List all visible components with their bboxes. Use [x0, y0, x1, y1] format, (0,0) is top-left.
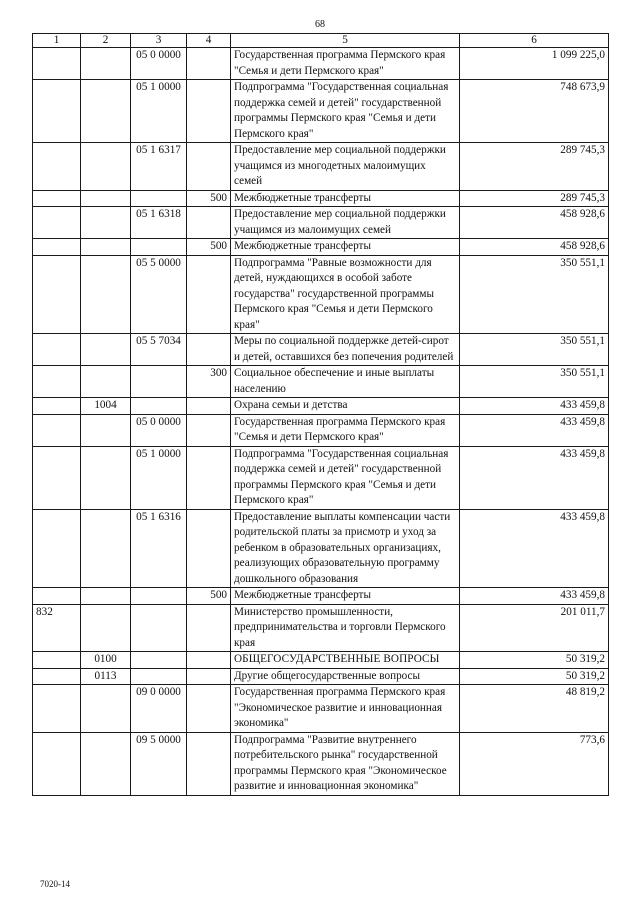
expense-type-cell: [187, 334, 231, 366]
table-row: [33, 604, 609, 652]
expense-type-cell: [187, 685, 231, 733]
item-name-cell: Государственная программа Пермского края "Семья и дети Пермского края": [231, 48, 460, 80]
item-name-cell: Государственная программа Пермского края "Семья и дети Пермского края": [231, 414, 460, 446]
amount-cell: 289 745,3: [460, 143, 609, 191]
expense-type-cell: [187, 668, 231, 685]
target-article-cell: 05 1 0000: [131, 446, 187, 509]
table-row: [33, 143, 609, 191]
col-header: 1: [33, 34, 81, 48]
expense-type-cell: [187, 398, 231, 415]
section-code-cell: [81, 48, 131, 80]
table-row: [33, 190, 609, 207]
expense-type-cell: [187, 80, 231, 143]
table-row: [33, 509, 609, 588]
expense-type-cell: [187, 255, 231, 334]
footer-code: 7020-14: [40, 879, 70, 889]
item-name-cell: Предоставление мер социальной поддержки учащимся из многодетных малоимущих семей: [231, 143, 460, 191]
section-code-cell: [81, 604, 131, 652]
admin-code-cell: [33, 509, 81, 588]
expense-type-cell: [187, 652, 231, 669]
section-code-cell: [81, 80, 131, 143]
target-article-cell: [131, 588, 187, 605]
target-article-cell: [131, 604, 187, 652]
amount-cell: 48 819,2: [460, 685, 609, 733]
table-row: [33, 668, 609, 685]
expense-type-cell: [187, 207, 231, 239]
item-name-cell: Подпрограмма "Государственная социальная поддержка семей и детей" государственной программы Пермского края "Семья и дети Пермского края": [231, 446, 460, 509]
admin-code-cell: [33, 685, 81, 733]
admin-code-cell: [33, 190, 81, 207]
item-name-cell: Предоставление выплаты компенсации части родительской платы за присмотр и уход за ребенком в образовательных организациях, реализующих образовательную программу дошкольного образования: [231, 509, 460, 588]
table-row: [33, 446, 609, 509]
col-header: 4: [187, 34, 231, 48]
amount-cell: 458 928,6: [460, 207, 609, 239]
item-name-cell: Межбюджетные трансферты: [231, 190, 460, 207]
col-header: 3: [131, 34, 187, 48]
target-article-cell: 09 0 0000: [131, 685, 187, 733]
col-header: 5: [231, 34, 460, 48]
table-row: [33, 366, 609, 398]
amount-cell: 773,6: [460, 732, 609, 795]
table-row: [33, 414, 609, 446]
section-code-cell: 1004: [81, 398, 131, 415]
target-article-cell: 05 5 7034: [131, 334, 187, 366]
amount-cell: 1 099 225,0: [460, 48, 609, 80]
section-code-cell: [81, 685, 131, 733]
admin-code-cell: [33, 48, 81, 80]
amount-cell: 433 459,8: [460, 398, 609, 415]
expense-type-cell: [187, 604, 231, 652]
item-name-cell: Меры по социальной поддержке детей-сирот и детей, оставшихся без попечения родителей: [231, 334, 460, 366]
expense-type-cell: 500: [187, 190, 231, 207]
item-name-cell: Подпрограмма "Государственная социальная поддержка семей и детей" государственной программы Пермского края "Семья и дети Пермского края": [231, 80, 460, 143]
target-article-cell: [131, 652, 187, 669]
section-code-cell: [81, 239, 131, 256]
expense-type-cell: [187, 48, 231, 80]
table-row: [33, 48, 609, 80]
item-name-cell: Государственная программа Пермского края "Экономическое развитие и инновационная экономика": [231, 685, 460, 733]
target-article-cell: 05 1 6316: [131, 509, 187, 588]
table-row: [33, 652, 609, 669]
section-code-cell: [81, 207, 131, 239]
table-row: [33, 255, 609, 334]
item-name-cell: ОБЩЕГОСУДАРСТВЕННЫЕ ВОПРОСЫ: [231, 652, 460, 669]
table-row: [33, 239, 609, 256]
target-article-cell: 05 0 0000: [131, 48, 187, 80]
admin-code-cell: [33, 239, 81, 256]
section-code-cell: 0113: [81, 668, 131, 685]
target-article-cell: [131, 398, 187, 415]
admin-code-cell: [33, 732, 81, 795]
amount-cell: 50 319,2: [460, 668, 609, 685]
admin-code-cell: 832: [33, 604, 81, 652]
table-row: [33, 398, 609, 415]
admin-code-cell: [33, 446, 81, 509]
section-code-cell: [81, 255, 131, 334]
amount-cell: 458 928,6: [460, 239, 609, 256]
admin-code-cell: [33, 255, 81, 334]
admin-code-cell: [33, 207, 81, 239]
target-article-cell: 05 1 6317: [131, 143, 187, 191]
col-header: 6: [460, 34, 609, 48]
section-code-cell: [81, 190, 131, 207]
table-row: [33, 334, 609, 366]
item-name-cell: Межбюджетные трансферты: [231, 588, 460, 605]
col-header: 2: [81, 34, 131, 48]
page-number: 68: [315, 19, 325, 30]
target-article-cell: [131, 366, 187, 398]
admin-code-cell: [33, 652, 81, 669]
expense-type-cell: [187, 732, 231, 795]
target-article-cell: 05 0 0000: [131, 414, 187, 446]
amount-cell: 350 551,1: [460, 334, 609, 366]
admin-code-cell: [33, 366, 81, 398]
target-article-cell: 05 5 0000: [131, 255, 187, 334]
section-code-cell: [81, 143, 131, 191]
target-article-cell: [131, 668, 187, 685]
section-code-cell: [81, 732, 131, 795]
expense-type-cell: 300: [187, 366, 231, 398]
expense-type-cell: [187, 446, 231, 509]
section-code-cell: 0100: [81, 652, 131, 669]
item-name-cell: Подпрограмма "Развитие внутреннего потребительского рынка" государственной программы Пермского края "Экономическое развитие и инновационная экономика": [231, 732, 460, 795]
amount-cell: 433 459,8: [460, 414, 609, 446]
admin-code-cell: [33, 668, 81, 685]
item-name-cell: Межбюджетные трансферты: [231, 239, 460, 256]
admin-code-cell: [33, 143, 81, 191]
item-name-cell: Подпрограмма "Равные возможности для детей, нуждающихся в особой заботе государства" государственной программы Пермского края "Семья и дети Пермского края": [231, 255, 460, 334]
header-row: [33, 34, 609, 48]
admin-code-cell: [33, 588, 81, 605]
amount-cell: 50 319,2: [460, 652, 609, 669]
section-code-cell: [81, 588, 131, 605]
admin-code-cell: [33, 398, 81, 415]
budget-table: [32, 33, 609, 796]
table-row: [33, 685, 609, 733]
section-code-cell: [81, 366, 131, 398]
expense-type-cell: [187, 414, 231, 446]
target-article-cell: 05 1 6318: [131, 207, 187, 239]
target-article-cell: 05 1 0000: [131, 80, 187, 143]
item-name-cell: Социальное обеспечение и иные выплаты населению: [231, 366, 460, 398]
amount-cell: 350 551,1: [460, 366, 609, 398]
section-code-cell: [81, 446, 131, 509]
amount-cell: 748 673,9: [460, 80, 609, 143]
amount-cell: 350 551,1: [460, 255, 609, 334]
section-code-cell: [81, 509, 131, 588]
table-row: [33, 732, 609, 795]
expense-type-cell: 500: [187, 588, 231, 605]
target-article-cell: [131, 190, 187, 207]
amount-cell: 433 459,8: [460, 588, 609, 605]
item-name-cell: Другие общегосударственные вопросы: [231, 668, 460, 685]
admin-code-cell: [33, 414, 81, 446]
table-row: [33, 80, 609, 143]
item-name-cell: Предоставление мер социальной поддержки учащимся из малоимущих семей: [231, 207, 460, 239]
expense-type-cell: 500: [187, 239, 231, 256]
target-article-cell: [131, 239, 187, 256]
admin-code-cell: [33, 334, 81, 366]
section-code-cell: [81, 334, 131, 366]
expense-type-cell: [187, 143, 231, 191]
admin-code-cell: [33, 80, 81, 143]
item-name-cell: Министерство промышленности, предпринимательства и торговли Пермского края: [231, 604, 460, 652]
amount-cell: 289 745,3: [460, 190, 609, 207]
table-row: [33, 207, 609, 239]
item-name-cell: Охрана семьи и детства: [231, 398, 460, 415]
amount-cell: 433 459,8: [460, 446, 609, 509]
amount-cell: 201 011,7: [460, 604, 609, 652]
section-code-cell: [81, 414, 131, 446]
table-row: [33, 588, 609, 605]
amount-cell: 433 459,8: [460, 509, 609, 588]
expense-type-cell: [187, 509, 231, 588]
target-article-cell: 09 5 0000: [131, 732, 187, 795]
